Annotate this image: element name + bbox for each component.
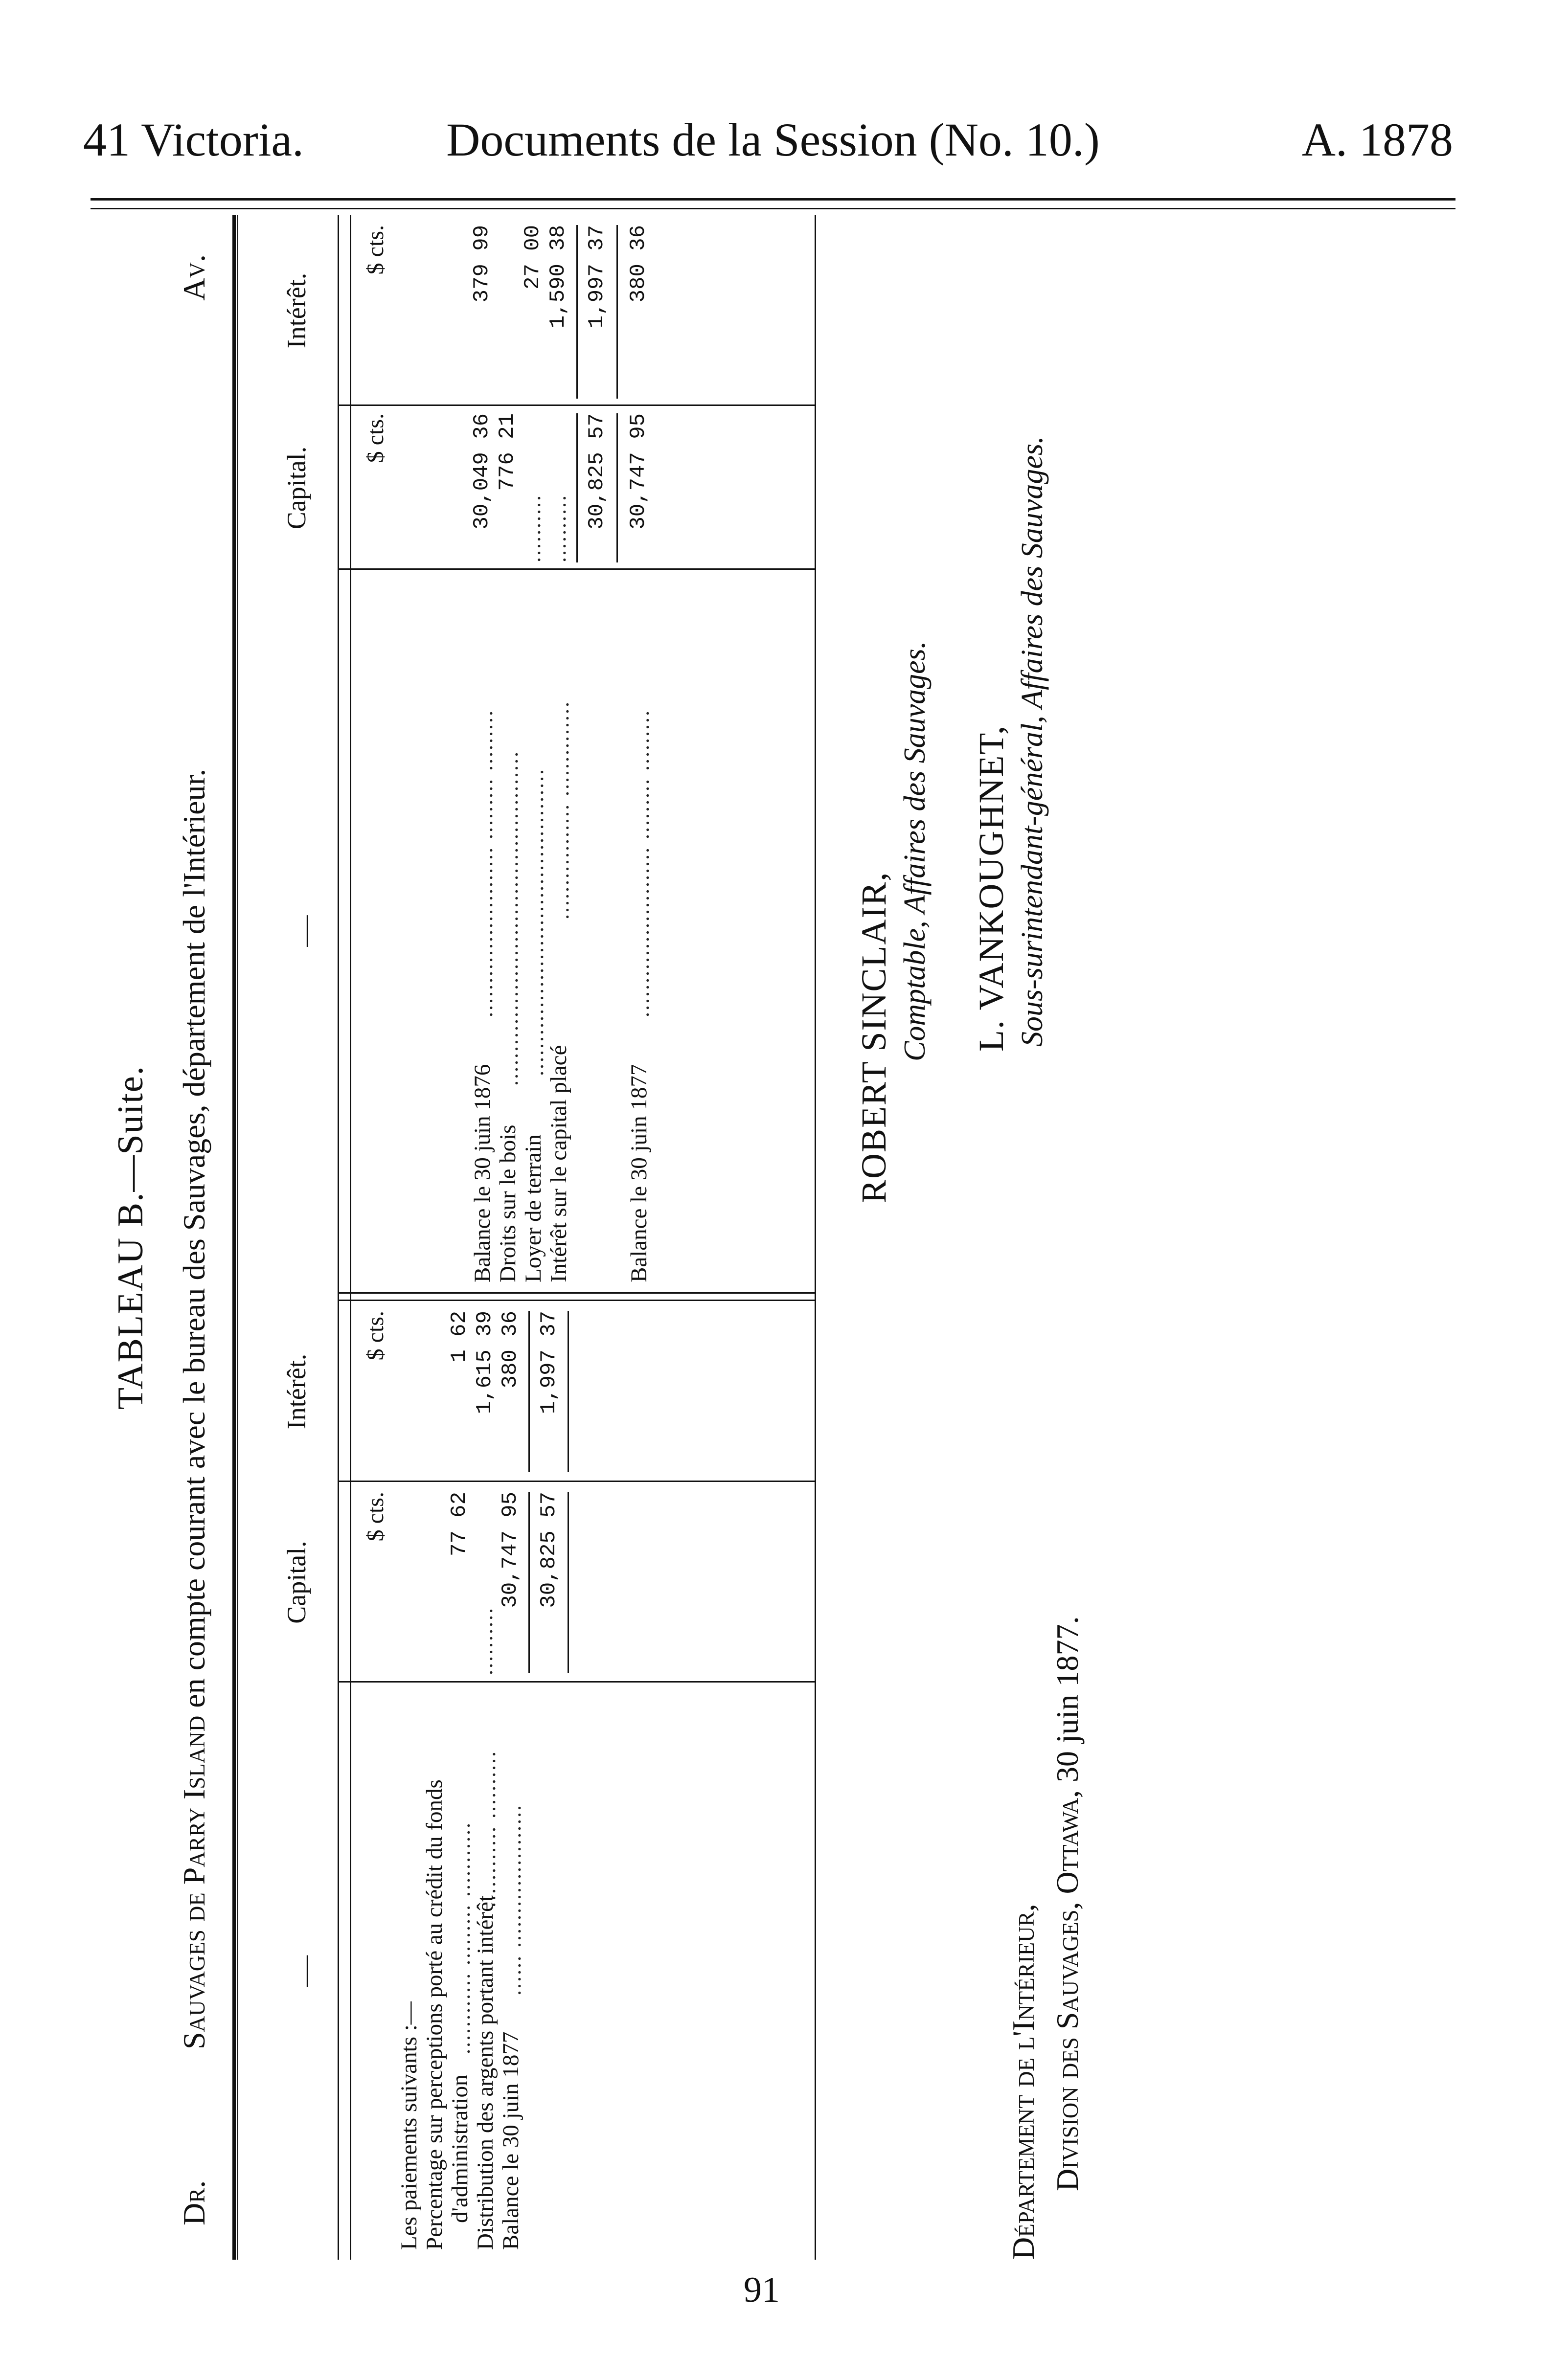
debit-interest: 1 62 (447, 1311, 472, 1363)
debit-capital: 30,747 95 (498, 1492, 523, 1608)
header-volume: 41 Victoria. (83, 113, 304, 166)
leader-dots: ......................... ......... ......... (473, 709, 497, 1017)
header-year: A. 1878 (1301, 113, 1453, 166)
dr-label: Dr. (177, 2180, 211, 2225)
debit-row-label: Distribution des argents portant intérêt (473, 1895, 498, 2250)
credit-row-label: Intérêt sur le capital placé (546, 1045, 571, 1282)
table-title: TABLEAU B.—Suite. (111, 1065, 151, 1410)
col-line (338, 1681, 815, 1683)
debit-total-interest: 1,997 37 (537, 1311, 561, 1415)
unit-interest-right: $ cts. (363, 225, 388, 275)
header-title: Documents de la Session (No. 10.) (446, 113, 1100, 166)
leader-dots: ................. .............. (549, 700, 573, 920)
table-top-rule (232, 215, 236, 2260)
leader-dots: .......... (546, 494, 570, 562)
leader-dots: ...... ..................... (501, 1804, 525, 1996)
av-label: Av. (177, 254, 211, 301)
debit-interest: 380 36 (498, 1311, 523, 1389)
signatory-role: Comptable, Affaires des Sauvages. (898, 641, 932, 1061)
credit-row-label: Balance le 30 juin 1876 (470, 1064, 495, 1282)
col-line (338, 404, 815, 406)
total-rule (616, 413, 618, 562)
division-name: Division des Sauvages, (1050, 1902, 1085, 2191)
city-name: Ottawa, (1050, 1790, 1085, 1894)
header-rule (91, 198, 1455, 201)
credit-row-label: Droits sur le bois (495, 1124, 521, 1282)
account-heading (176, 769, 212, 2049)
sum-rule (528, 1492, 530, 1673)
desc-col-dash-left: — (287, 1955, 321, 1987)
header-bottom-rule-2 (350, 215, 351, 2260)
leader-dots: ............ .......... (476, 1750, 500, 1908)
interest-heading-left: Intérêt. (282, 1353, 311, 1430)
leader-dots: ......................... ......... ......... (630, 709, 654, 1017)
table-bottom-rule (815, 215, 816, 2260)
total-rule (616, 225, 618, 399)
credit-total-capital: 30,825 57 (585, 413, 609, 530)
debit-row-label-cont: d'administration (447, 2074, 473, 2223)
debit-intro: Les paiements suivants :— (396, 2001, 422, 2250)
table-top-rule-thin (237, 215, 238, 2260)
credit-capital: 776 21 (495, 413, 520, 491)
credit-balance-capital: 30,747 95 (626, 413, 651, 530)
date: 30 juin 1877. (1050, 1616, 1085, 1783)
leader-dots: .......... (521, 494, 545, 562)
page-number: 91 (744, 2270, 780, 2310)
leader-dots: ............................................. (524, 768, 548, 1076)
col-center-line (338, 1292, 815, 1294)
debit-capital: 77 62 (447, 1492, 472, 1557)
col-line (338, 1300, 815, 1301)
leader-dots: ............ ......... ........... (451, 1821, 475, 2054)
sum-rule (528, 1311, 530, 1472)
capital-heading-right: Capital. (282, 446, 311, 530)
credit-balance-interest: 380 36 (626, 225, 651, 303)
interest-heading-right: Intérêt. (282, 272, 311, 349)
credit-capital: 30,049 36 (470, 413, 494, 530)
credit-row-label: Loyer de terrain (521, 1134, 546, 1282)
credit-interest: 379 99 (470, 225, 494, 303)
place-date-line (1049, 1616, 1086, 2191)
header-bottom-rule (338, 215, 339, 2260)
sum-rule (576, 413, 578, 562)
total-rule (568, 1311, 569, 1472)
debit-total-capital: 30,825 57 (537, 1492, 561, 1608)
debit-row-label: Percentage sur perceptions porté au crédit du fonds (422, 1779, 447, 2250)
department-line: Département de l'Intérieur, (1006, 1904, 1041, 2260)
signatory-role: Sous-surintendant-général, Affaires des Sauvages. (1016, 436, 1049, 1047)
signatory-name: L. VANKOUGHNET, (972, 725, 1011, 1052)
credit-interest: 1,590 38 (546, 225, 570, 329)
band-name: Sauvages de Parry Island (177, 1715, 211, 2049)
credit-interest: 27 00 (521, 225, 545, 290)
unit-capital-right: $ cts. (363, 413, 388, 463)
debit-interest: 1,615 39 (473, 1311, 497, 1415)
capital-heading-left: Capital. (282, 1541, 311, 1624)
credit-balance-label: Balance le 30 juin 1877 (626, 1064, 652, 1282)
unit-interest-left: $ cts. (363, 1311, 388, 1361)
credit-total-interest: 1,997 37 (585, 225, 609, 329)
leader-dots: .......... (473, 1607, 497, 1675)
debit-row-label: Balance le 30 juin 1877 (498, 2031, 523, 2250)
unit-capital-left: $ cts. (363, 1492, 388, 1542)
rotated-table-block (91, 215, 1524, 2260)
desc-col-dash-right: — (287, 915, 321, 947)
signatory-name: ROBERT SINCLAIR, (854, 871, 893, 1203)
leader-dots: ................................................. (499, 750, 523, 1086)
account-description: en compte courant avec le bureau des Sauvages, département de l'Intérieur. (177, 768, 211, 1708)
col-line (338, 568, 815, 570)
header-rule-thin (91, 208, 1455, 209)
sum-rule (576, 225, 578, 399)
col-line (338, 1481, 815, 1482)
total-rule (568, 1492, 569, 1673)
